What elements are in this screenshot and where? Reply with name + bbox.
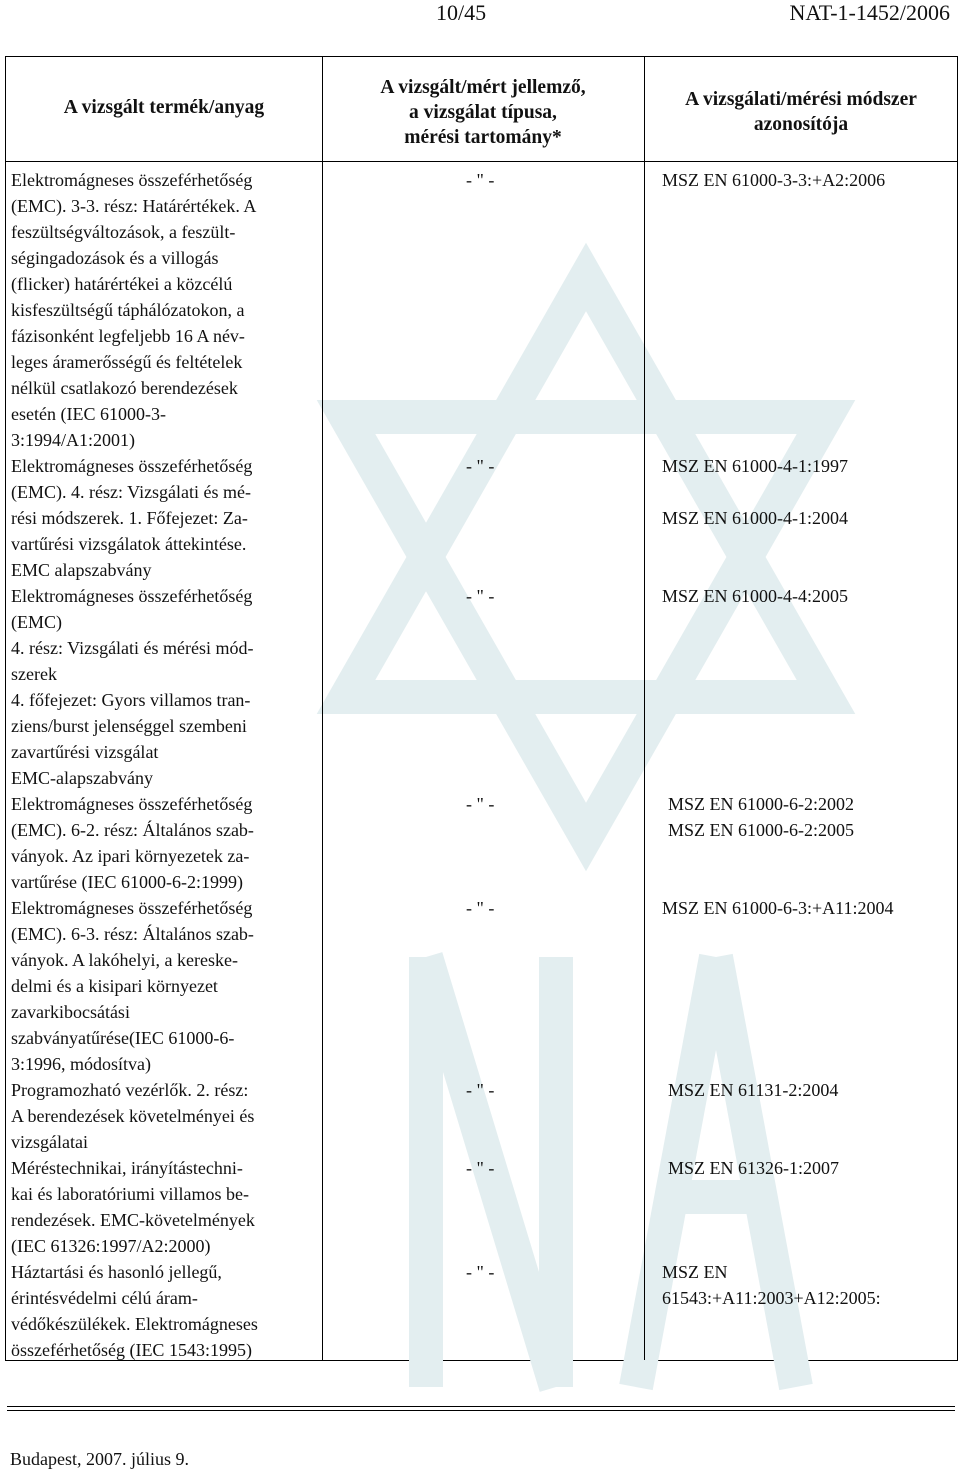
product-description: Méréstechnikai, irányítástechni- kai és laboratóriumi villamos be- rendezések. EMC-követelmények (IEC 61326:1997/A2:2000): [11, 1158, 255, 1256]
footer-rule: [7, 1406, 955, 1407]
product-description: Programozható vezérlők. 2. rész: A berendezések követelményei és vizsgálatai: [11, 1080, 255, 1152]
standard-id: 61543:+A11:2003+A12:2005:: [662, 1288, 881, 1308]
ditto-mark: - " -: [466, 586, 495, 606]
standard-id: MSZ EN: [662, 1262, 728, 1282]
standard-id: MSZ EN 61000-4-4:2005: [662, 586, 848, 606]
standard-id: MSZ EN 61000-6-2:2002: [668, 794, 854, 814]
ditto-mark: - " -: [466, 1262, 495, 1282]
product-description: Elektromágneses összeférhetőség (EMC). 4. rész: Vizsgálati és mé- rési módszerek. 1. Főfejezet: Za- vartűrési vizsgálatok áttekintése. EMC alapszabvány: [11, 456, 253, 580]
standard-id: MSZ EN 61000-6-3:+A11:2004: [662, 898, 894, 918]
ditto-mark: - " -: [466, 794, 495, 814]
ditto-mark: - " -: [466, 1080, 495, 1100]
column-header-method: A vizsgálati/mérési módszer azonosítója: [685, 89, 917, 135]
ditto-mark: - " -: [466, 170, 495, 190]
accreditation-table: [5, 56, 958, 1361]
footer-place-date: Budapest, 2007. július 9.: [10, 1449, 189, 1469]
column-header-product: A vizsgált termék/anyag: [63, 97, 265, 118]
ditto-mark: - " -: [466, 1158, 495, 1178]
standard-id: MSZ EN 61000-6-2:2005: [668, 820, 854, 840]
product-description: Elektromágneses összeférhetőség (EMC). 6-2. rész: Általános szab- ványok. Az ipari környezetek za- vartűrése (IEC 61000-6-2:1999): [11, 794, 254, 892]
footer-rule: [7, 1410, 955, 1411]
document-id: NAT-1-1452/2006: [789, 0, 950, 25]
product-description: Elektromágneses összeférhetőség (EMC) 4. rész: Vizsgálati és mérési mód- szerek 4. főfejezet: Gyors villamos tran- ziens/burst jelenséggel szembeni zavartűrési vizsgálat EMC-alapszabvány: [11, 586, 254, 788]
standard-id: MSZ EN 61000-4-1:2004: [662, 508, 848, 528]
standard-id: MSZ EN 61000-3-3:+A2:2006: [662, 170, 886, 190]
ditto-mark: - " -: [466, 898, 495, 918]
page-number: 10/45: [436, 0, 487, 25]
product-description: Elektromágneses összeférhetőség (EMC). 3-3. rész: Határértékek. A feszültségváltozások, a feszült- ségingadozások és a villogás (flicker) határértékei a közcélú kisfeszültségű táphálózatokon, a fázisonként legfeljebb 16 A név- leges áramerősségű és feltételek nélkül csatlakozó berendezések esetén (IEC 61000-3- 3:1994/A1:2001): [11, 170, 257, 450]
standard-id: MSZ EN 61000-4-1:1997: [662, 456, 848, 476]
column-header-characteristic: A vizsgált/mért jellemző, a vizsgálat típusa, mérési tartomány*: [380, 77, 586, 148]
ditto-mark: - " -: [466, 456, 495, 476]
product-description: Háztartási és hasonló jellegű, érintésvédelmi célú áram- védőkészülékek. Elektromágneses összeférhetőség (IEC 1543:1995): [11, 1262, 258, 1360]
product-description: Elektromágneses összeférhetőség (EMC). 6-3. rész: Általános szab- ványok. A lakóhelyi, a kereske- delmi és a kisipari környezet zavarkibocsátási szabványatűrése(IEC 61000-6- 3:1996, módosítva): [11, 898, 254, 1074]
standard-id: MSZ EN 61326-1:2007: [668, 1158, 839, 1178]
standard-id: MSZ EN 61131-2:2004: [668, 1080, 839, 1100]
